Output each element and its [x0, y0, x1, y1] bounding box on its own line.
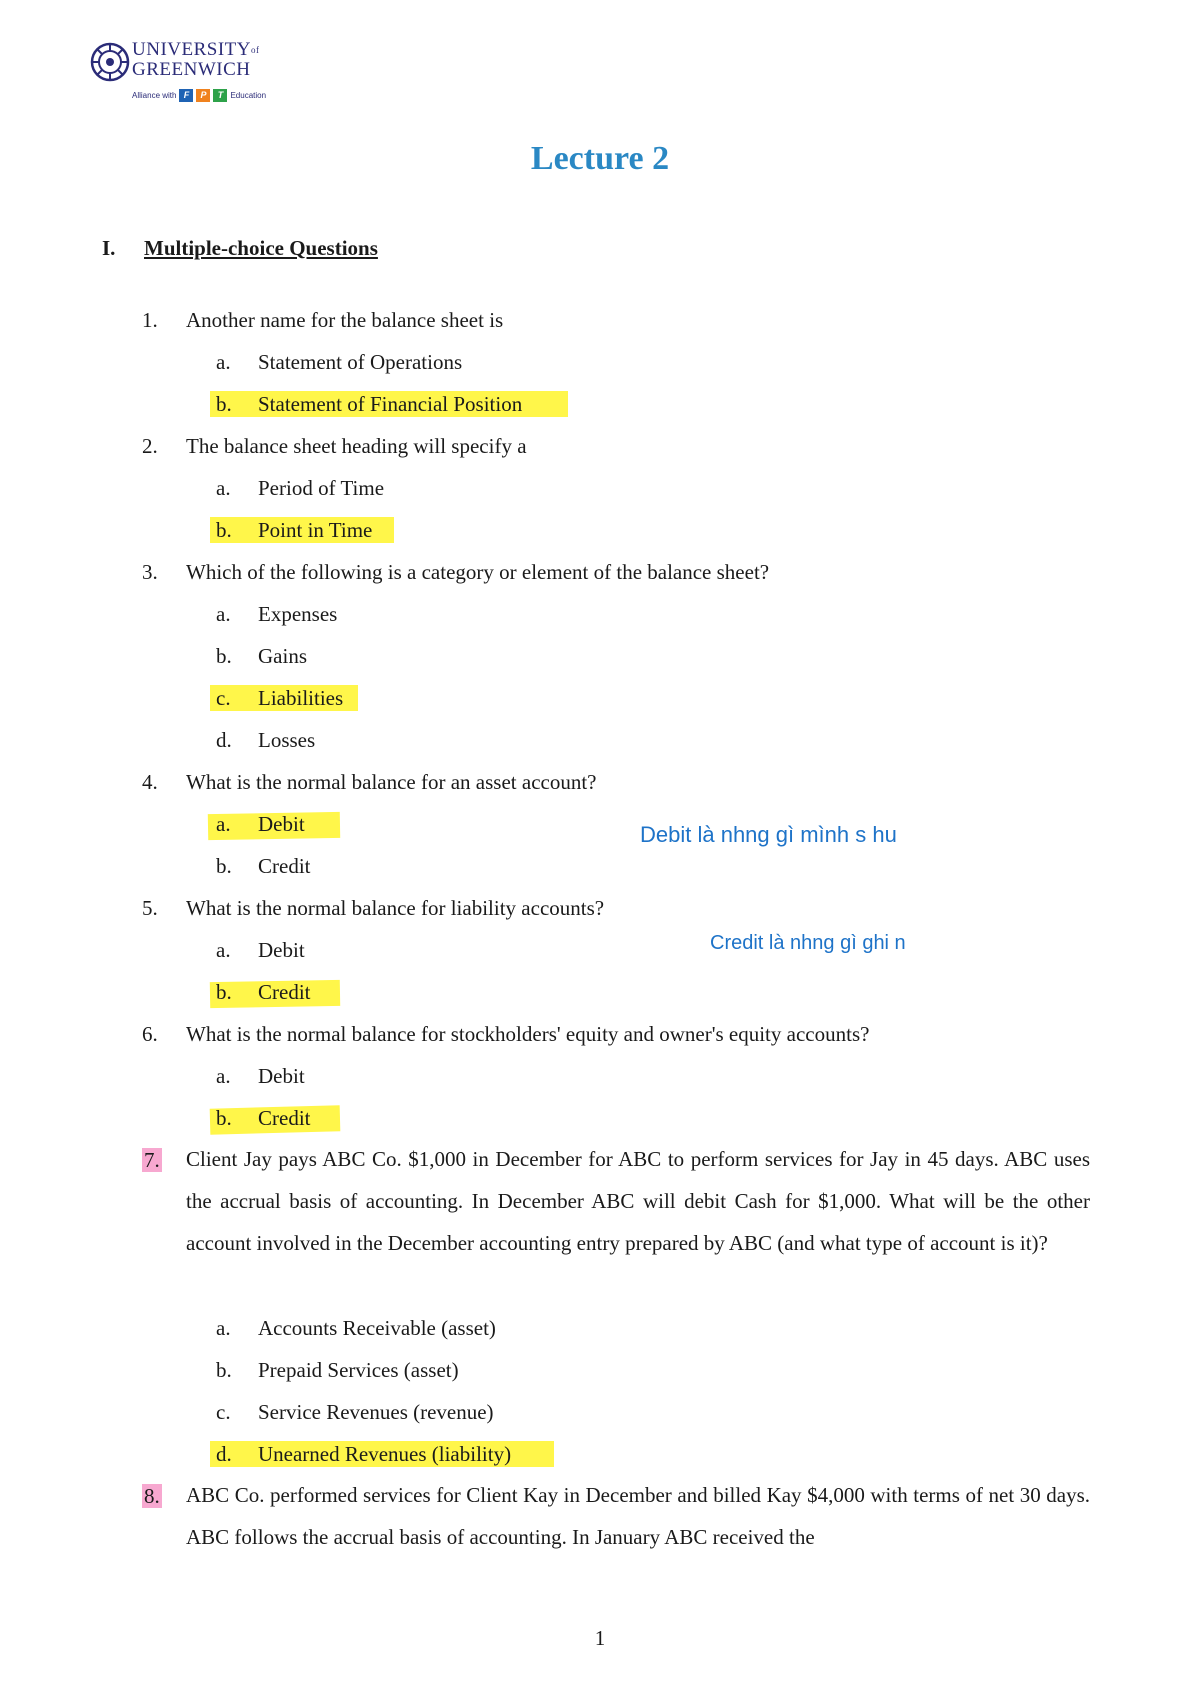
question-8-text: ABC Co. performed services for Client Kay in December and billed Kay $4,000 with terms of net 30 days. ABC follows the accrual basis of accounting. In January ABC received the [186, 1483, 1090, 1549]
option-letter: a. [216, 938, 231, 962]
fpt-logo-p: P [196, 89, 210, 102]
debit-annotation: Debit là nhng gì mình s hu [640, 822, 897, 847]
question-number: 7. [144, 1148, 160, 1172]
option-letter: a. [216, 812, 231, 836]
question-text: Which of the following is a category or element of the balance sheet? [186, 560, 770, 584]
option-letter: b. [216, 392, 232, 416]
question-number: 4. [142, 770, 158, 794]
page-title: Lecture 2 [530, 140, 670, 177]
option-text: Expenses [258, 602, 338, 626]
option-letter: b. [216, 980, 232, 1004]
option-text: Unearned Revenues (liability) [258, 1442, 512, 1466]
credit-annotation: Credit là nhng gì ghi n [710, 932, 906, 954]
option-letter: b. [216, 854, 232, 878]
option-text: Accounts Receivable (asset) [258, 1316, 496, 1340]
option-letter: b. [216, 1106, 232, 1130]
option-text: Period of Time [258, 476, 385, 500]
option-text: Liabilities [258, 686, 344, 710]
option-letter: a. [216, 602, 231, 626]
option-text: Credit [258, 980, 311, 1004]
option-text: Gains [258, 644, 307, 668]
option-text: Prepaid Services (asset) [258, 1358, 459, 1382]
option-text: Point in Time [258, 518, 373, 542]
question-number: 3. [142, 560, 158, 584]
option-letter: c. [216, 686, 231, 710]
logo-university-text: $UNIVERSITY^{of}$ [132, 39, 260, 60]
question-number: 2. [142, 434, 158, 458]
page-number: 1 [594, 1626, 606, 1650]
option-letter: d. [216, 1442, 232, 1466]
question-text: What is the normal balance for liability accounts? [186, 896, 605, 920]
question-text: The balance sheet heading will specify a [186, 434, 527, 458]
option-letter: a. [216, 350, 231, 374]
university-logo [90, 38, 270, 108]
university-seal-icon [90, 42, 130, 82]
fpt-logo-f: F [179, 89, 193, 102]
question-number: 1. [142, 308, 158, 332]
option-text: Debit [258, 1064, 305, 1088]
option-text: Debit [258, 938, 305, 962]
option-letter: b. [216, 1358, 232, 1382]
question-7-text: Client Jay pays ABC Co. $1,000 in December for ABC to perform services for Jay in 45 days. ABC uses the accrual basis of accounting. In December ABC will debit Cash for $1,000. What will be the other account involved in the December accounting entry prepared by ABC (and what type of account is it)? [186, 1147, 1090, 1255]
option-text: Losses [258, 728, 316, 752]
option-text: Credit [258, 1106, 311, 1130]
section-label: Multiple-choice Questions [144, 236, 378, 260]
question-number: 5. [142, 896, 158, 920]
option-letter: a. [216, 476, 231, 500]
option-letter: b. [216, 518, 232, 542]
logo-alliance-tagline: Alliance with F P T Education [132, 89, 267, 100]
option-text: Statement of Financial Position [258, 392, 523, 416]
question-text: What is the normal balance for an asset account? [186, 770, 597, 794]
fpt-logo-t: T [213, 89, 227, 102]
option-text: Debit [258, 812, 305, 836]
option-text: Service Revenues (revenue) [258, 1400, 494, 1424]
option-text: Statement of Operations [258, 350, 463, 374]
question-number: 6. [142, 1022, 158, 1046]
question-number: 8. [144, 1484, 160, 1508]
section-number: I. [102, 236, 116, 260]
logo-greenwich-text: GREENWICH [132, 59, 251, 80]
option-letter: c. [216, 1400, 231, 1424]
option-letter: b. [216, 644, 232, 668]
option-letter: a. [216, 1316, 231, 1340]
question-text: Another name for the balance sheet is [186, 308, 504, 332]
option-letter: a. [216, 1064, 231, 1088]
question-text: What is the normal balance for stockholders' equity and owner's equity accounts? [186, 1022, 870, 1046]
option-letter: d. [216, 728, 232, 752]
option-text: Credit [258, 854, 311, 878]
